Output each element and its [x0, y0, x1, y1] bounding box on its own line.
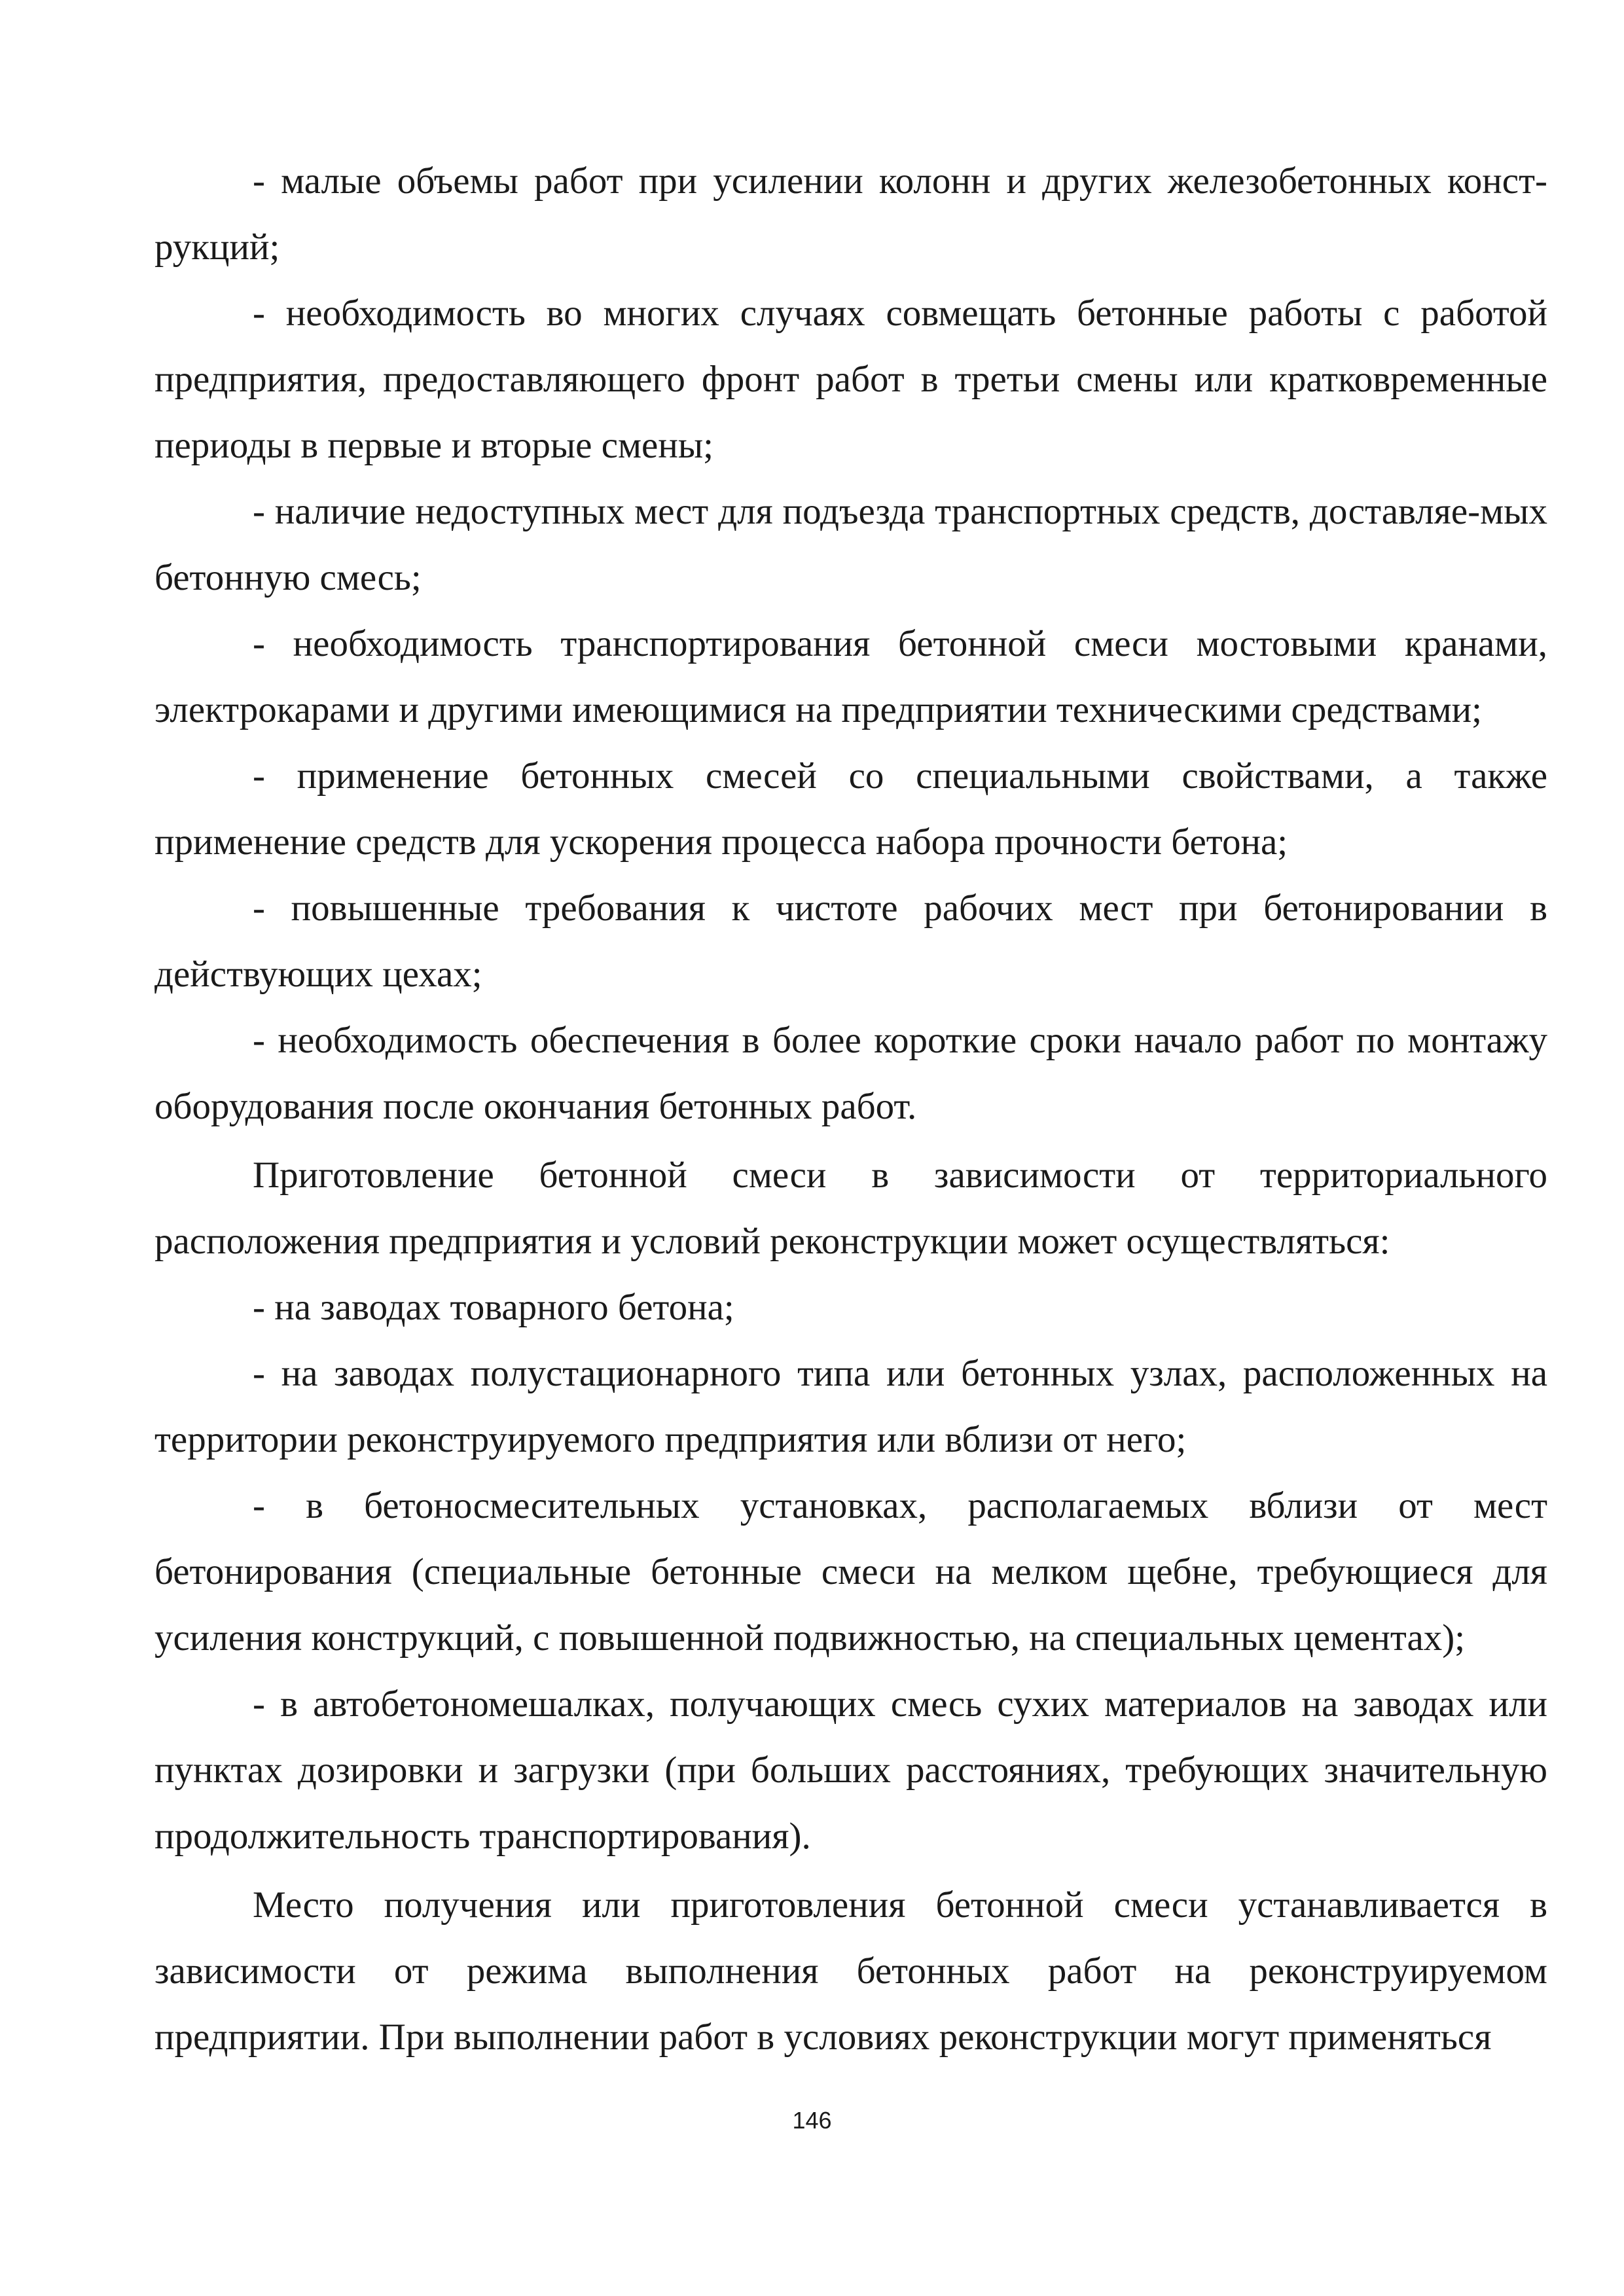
body-paragraph: Приготовление бетонной смеси в зависимости от территориального расположения предприятия и условий реконструкции может осуществляться:: [154, 1155, 1547, 1262]
page-body: [154, 148, 1547, 2070]
list-item: - в автобетономешалках, получающих смесь сухих материалов на заводах или пунктах дозировки и загрузки (при больших расстояниях, требующих значительную продолжительность транспортирования).: [154, 1683, 1547, 1857]
list-item: - на заводах полустационарного типа или бетонных узлах, расположенных на территории реконструируемого предприятия или вблизи от него;: [154, 1353, 1547, 1460]
list-item: - необходимость обеспечения в более короткие сроки начало работ по монтажу оборудования после окончания бетонных работ.: [154, 1020, 1547, 1127]
body-paragraph: Место получения или приготовления бетонной смеси устанавливается в зависимости от режима выполнения бетонных работ на реконструируемом предприятии. При выполнении работ в условиях реконструкции могут применяться: [154, 1884, 1547, 2058]
list-item: - применение бетонных смесей со специальными свойствами, а также применение средств для ускорения процесса набора прочности бетона;: [154, 755, 1547, 863]
list-item: - необходимость во многих случаях совмещать бетонные работы с работой предприятия, предоставляющего фронт работ в третьи смены или кратковременные периоды в первые и вторые смены;: [154, 293, 1547, 466]
list-item: - на заводах товарного бетона;: [253, 1287, 734, 1328]
list-item: - малые объемы работ при усилении колонн и других железобетонных конст-рукций;: [154, 160, 1547, 268]
list-item: - повышенные требования к чистоте рабочих мест при бетонировании в действующих цехах;: [154, 888, 1547, 995]
page-number: 146: [792, 2107, 832, 2134]
list-item: - необходимость транспортирования бетонной смеси мостовыми кранами, электрокарами и другими имеющимися на предприятии техническими средствами;: [154, 623, 1547, 730]
list-item: - в бетоносмесительных установках, располагаемых вблизи от мест бетонирования (специальные бетонные смеси на мелком щебне, требующиеся для усиления конструкций, с повышенной подвижностью, на специальных цементах);: [154, 1485, 1547, 1659]
list-item: - наличие недоступных мест для подъезда транспортных средств, доставляе-мых бетонную смесь;: [154, 491, 1547, 598]
